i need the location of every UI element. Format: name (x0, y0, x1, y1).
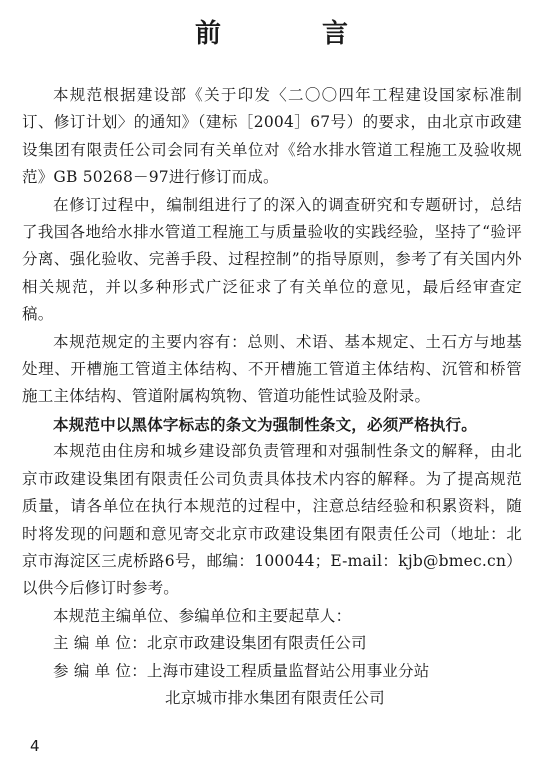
chief-editor-value: 北京市政建设集团有限责任公司 (146, 634, 367, 653)
paragraph-process: 在修订过程中，编制组进行了的深入的调查研究和专题研讨，总结了我国各地给水排水管道工程施工与质量验收的实践经验，坚持了“验评分离、强化验收、完善手段、过程控制”的指导原则，参考了有关国内外相关规范，并以多种形式广泛征求了有关单位的意见，最后经审查定稿。 (22, 195, 522, 324)
credits-block (22, 630, 522, 712)
colon: ： (131, 661, 147, 680)
chief-editor-label: 主 编 单 位 (53, 634, 132, 653)
page-number: 4 (30, 737, 40, 755)
page-title: 前 言 (194, 19, 395, 49)
colon: ： (131, 634, 147, 653)
paragraph-management: 本规范由住房和城乡建设部负责管理和对强制性条文的解释，由北京市政建设集团有限责任公司负责具体技术内容的解释。为了提高规范质量，请各单位在执行本规范的过程中，注意总结经验和积累资料，随时将发现的问题和意见寄交北京市政建设集团有限责任公司（地址：北京市海淀区三虎桥路6号，邮编：100044；E-mail：kjb@bmec.cn）以供今后修订时参考。 (22, 442, 522, 598)
participant-row (22, 658, 522, 685)
paragraph-credits-intro: 本规范主编单位、参编单位和主要起草人： (53, 606, 352, 625)
paragraph-origin: 本规范根据建设部《关于印发〈二〇〇四年工程建设国家标准制订、修订计划〉的通知》（建标［2004］67号）的要求，由北京市政建设集团有限责任公司会同有关单位对《给水排水管道工程施工及验收规范》GB 50268－97进行修订而成。 (22, 86, 522, 187)
participant-value: 上海市建设工程质量监督站公用事业分站 (146, 661, 430, 680)
participant-value: 北京城市排水集团有限责任公司 (165, 688, 385, 707)
paragraph-contents: 本规范规定的主要内容有：总则、术语、基本规定、土石方与地基处理、开槽施工管道主体结构、不开槽施工管道主体结构、沉管和桥管施工主体结构、管道附属构筑物、管道功能性试验及附录。 (22, 332, 522, 406)
document-body (22, 82, 522, 712)
participant-label: 参 编 单 位 (53, 661, 132, 680)
chief-editor-row (22, 630, 522, 657)
paragraph-mandatory: 本规范中以黑体字标志的条文为强制性条文，必须严格执行。 (53, 414, 477, 434)
